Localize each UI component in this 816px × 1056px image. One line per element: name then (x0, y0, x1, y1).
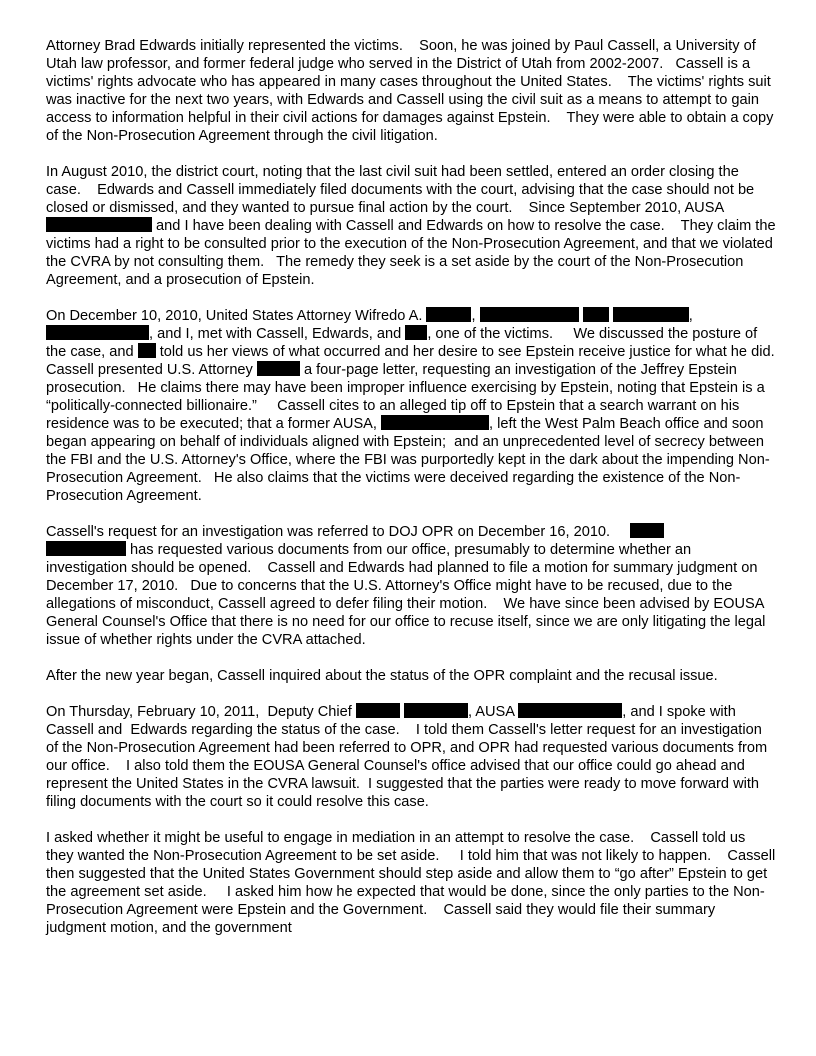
text-run: , one of the victims. We discussed the posture of the case, and (46, 326, 762, 360)
paragraph-3 (46, 307, 783, 505)
text-run: , (688, 308, 693, 324)
redaction-box (257, 361, 300, 376)
text-run: Cassell's request for an investigation was referred to DOJ OPR on December 16, 2010. (46, 524, 631, 540)
text-run: , and I spoke with Cassell and Edwards regarding the status of the case. I told them Cassell's letter request for an investigation of the Non-Prosecution Agreement had been referred to OPR, and OPR had requested various documents from our office. I also told them the EOUSA General Counsel's office advised that our office could go ahead and represent the United States in the CVRA lawsuit. I suggested that the parties were ready to move forward with filing documents with the court so it could resolve this case. (46, 704, 772, 810)
redaction-box (426, 307, 471, 322)
redaction-box (630, 523, 664, 538)
text-run: , left the West Palm Beach office and soon began appearing on behalf of individuals aligned with Epstein; and an unprecedented level of secrecy between the FBI and the U.S. Attorney's Office, where the FBI was purportedly kept in the dark about the impending Non-Prosecution Agreement. He also claims that the victims were deceived regarding the existence of the Non-Prosecution Agreement. (46, 416, 770, 504)
paragraph-4 (46, 523, 776, 649)
paragraph-5: After the new year began, Cassell inquired about the status of the OPR complaint and the recusal issue. (46, 668, 718, 684)
redaction-box (613, 307, 689, 322)
text-run: On Thursday, February 10, 2011, Deputy Chief (46, 704, 356, 720)
paragraph-6 (46, 703, 776, 811)
redaction-box (480, 307, 579, 322)
text-run: In August 2010, the district court, noting that the last civil suit had been settled, entered an order closing the case. Edwards and Cassell immediately filed documents with the court, advising that the case should not be closed or dismissed, and they wanted to pursue final action by the court. Since September 2010, AUSA (46, 164, 759, 216)
text-run: , and I, met with Cassell, Edwards, and (149, 326, 406, 342)
redaction-box (356, 703, 400, 718)
text-run: , (471, 308, 480, 324)
redaction-box (46, 541, 126, 556)
document-page (46, 37, 783, 955)
redaction-box (46, 217, 152, 232)
redaction-box (518, 703, 622, 718)
redaction-box (381, 415, 489, 430)
text-run: has requested various documents from our office, presumably to determine whether an investigation should be opened. Cassell and Edwards had planned to file a motion for summary judgment on December 17, 2010. Due to concerns that the U.S. Attorney's Office might have to be recused, due to the allegations of misconduct, Cassell agreed to defer filing their motion. We have since been advised by EOUSA General Counsel's Office that there is no need for our office to recuse itself, since we are only litigating the legal issue of whether rights under the CVRA attached. (46, 542, 770, 648)
text-run: On December 10, 2010, United States Attorney Wifredo A. (46, 308, 427, 324)
text-run: told us her views of what occurred and her desire to see Epstein receive justice for what he did. Cassell presented U.S. Attorney (46, 344, 783, 378)
text-run: , AUSA (467, 704, 519, 720)
paragraph-2 (46, 163, 780, 289)
redaction-box (138, 343, 156, 358)
redaction-box (404, 703, 468, 718)
text-run: a four-page letter, requesting an investigation of the Jeffrey Epstein prosecution. He claims there may have been improper influence exercising by Epstein, noting that Epstein is a “politically-connected billionaire.” Cassell cites to an alleged tip off to Epstein that a search warrant on his residence was to be executed; that a former AUSA, (46, 362, 769, 432)
paragraph-1: Attorney Brad Edwards initially represented the victims. Soon, he was joined by Paul Cassell, a University of Utah law professor, and former federal judge who served in the District of Utah from 2002-2007. Cassell is a victims' rights advocate who has appeared in many cases throughout the United States. The victims' rights suit was inactive for the next two years, with Edwards and Cassell using the civil suit as a means to attempt to gain access to information helpful in their civil actions for damages against Epstein. They were able to obtain a copy of the Non-Prosecution Agreement through the civil litigation. (46, 38, 778, 144)
redaction-box (405, 325, 427, 340)
paragraph-7: I asked whether it might be useful to engage in mediation in an attempt to resolve the case. Cassell told us they wanted the Non-Prosecution Agreement to be set aside. I told him that was not likely to happen. Cassell then suggested that the United States Government should step aside and allow them to “go after” Epstein to get the agreement set aside. I asked him how he expected that would be done, since the only parties to the Non-Prosecution Agreement were Epstein and the Government. Cassell said they would file their summary judgment motion, and the government (46, 830, 780, 936)
text-run: and I have been dealing with Cassell and Edwards on how to resolve the case. They claim the victims had a right to be consulted prior to the execution of the Non-Prosecution Agreement, and that we violated the CVRA by not consulting them. The remedy they seek is a set aside by the court of the Non-Prosecution Agreement, and a prosecution of Epstein. (46, 218, 780, 288)
redaction-box (583, 307, 609, 322)
redaction-box (46, 325, 149, 340)
